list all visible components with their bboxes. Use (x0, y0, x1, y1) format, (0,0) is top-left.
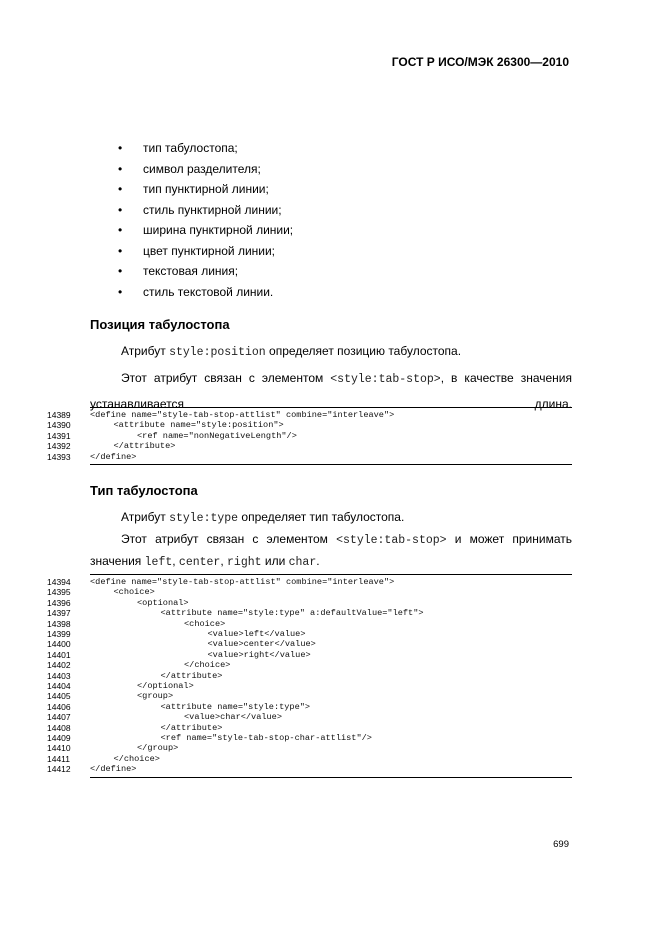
list-item (118, 159, 293, 180)
list-item-text: цвет пунктирной линии; (143, 243, 276, 258)
line-number: 14409 (47, 733, 71, 743)
code-line (0, 410, 661, 420)
inline-code: style:position (169, 346, 266, 359)
bullet-icon: • (118, 264, 123, 278)
inline-code: style:type (169, 512, 239, 525)
code-line (0, 619, 661, 629)
code-text: <attribute name="style:type" a:defaultValue="left"> (160, 608, 424, 619)
code-text: </attribute> (160, 670, 223, 681)
bullet-icon: • (118, 161, 123, 176)
line-number: 14401 (47, 649, 71, 660)
paragraph-type-values (90, 554, 572, 570)
paragraph-text: и может принимать (446, 532, 573, 546)
paragraph-text: определяет тип табулостопа. (238, 510, 405, 524)
code-text: </group> (137, 743, 179, 754)
line-number: 14407 (47, 712, 71, 723)
list-item-text: текстовая линия; (143, 264, 239, 278)
code-text: <define name="style-tab-stop-attlist" combine="interleave"> (90, 410, 395, 420)
code-line (0, 671, 661, 681)
section-heading-type: Тип табулостопа (90, 483, 198, 498)
code-text: <attribute name="style:type"> (160, 701, 311, 712)
code-text: <ref name="nonNegativeLength"/> (137, 430, 297, 441)
list-item (118, 261, 293, 282)
line-number: 14393 (47, 451, 71, 462)
code-line (0, 577, 661, 587)
paragraph-text: Этот атрибут связан с элементом (121, 532, 337, 546)
line-number: 14406 (47, 701, 71, 712)
bullet-icon: • (118, 284, 123, 299)
paragraph-type-element (90, 532, 572, 548)
inline-code: <style:tab-stop> (330, 373, 441, 386)
inline-code: <style:tab-stop> (336, 534, 447, 547)
code-text: <define name="style-tab-stop-attlist" combine="interleave"> (90, 577, 395, 587)
code-text: </define> (90, 451, 137, 462)
bullet-icon: • (118, 182, 123, 196)
paragraph-position-attribute (90, 344, 572, 360)
line-number: 14395 (47, 587, 71, 598)
code-line (0, 441, 661, 451)
section-heading-position: Позиция табулостопа (90, 317, 230, 332)
code-text: </choice> (113, 753, 160, 764)
code-line (0, 723, 661, 733)
code-line (0, 733, 661, 743)
inline-code: center (178, 556, 221, 569)
list-item-text: тип табулостопа; (143, 141, 238, 155)
paragraph-type-attribute (90, 510, 572, 526)
code-line (0, 598, 661, 608)
code-line (0, 712, 661, 722)
list-item (118, 282, 293, 303)
inline-code: char (288, 556, 317, 569)
bullet-icon: • (118, 202, 123, 217)
code-text: </optional> (137, 681, 194, 691)
code-line (0, 764, 661, 774)
code-block-bottom-rule (90, 777, 572, 778)
code-block-top-rule (90, 407, 572, 408)
bullet-icon: • (118, 223, 123, 237)
code-text: </attribute> (160, 722, 223, 733)
paragraph-text: определяет позицию табулостопа. (265, 344, 462, 358)
code-line (0, 420, 661, 430)
paragraph-text: Этот атрибут связан с элементом (121, 371, 331, 385)
code-text: <choice> (113, 587, 155, 598)
line-number: 14397 (47, 608, 71, 619)
inline-code: left (144, 556, 173, 569)
code-block-bottom-rule (90, 464, 572, 465)
code-text: <attribute name="style:position"> (113, 420, 284, 431)
line-number: 14399 (47, 629, 71, 639)
line-number: 14411 (47, 753, 71, 764)
code-block-top-rule (90, 574, 572, 575)
code-line (0, 650, 661, 660)
code-text: </choice> (184, 660, 231, 671)
line-number: 14398 (47, 618, 71, 629)
line-number: 14403 (47, 670, 71, 681)
paragraph-text: , (172, 554, 179, 568)
code-line (0, 629, 661, 639)
line-number: 14402 (47, 660, 71, 671)
list-item-text: символ разделителя; (143, 161, 261, 176)
line-number: 14391 (47, 430, 71, 441)
list-item (118, 200, 293, 221)
list-item-text: ширина пунктирной линии; (143, 223, 294, 237)
list-item-text: тип пунктирной линии; (143, 182, 269, 196)
code-text: <ref name="style-tab-stop-char-attlist"/> (160, 733, 372, 743)
code-line (0, 431, 661, 441)
line-number: 14408 (47, 722, 71, 733)
code-line (0, 452, 661, 462)
code-line (0, 691, 661, 701)
code-line (0, 639, 661, 649)
code-text: <value>char</value> (184, 712, 282, 723)
code-line (0, 743, 661, 753)
line-number: 14400 (47, 639, 71, 650)
code-line (0, 608, 661, 618)
line-number: 14405 (47, 691, 71, 702)
list-item (118, 241, 293, 262)
code-line (0, 702, 661, 712)
list-item-text: стиль пунктирной линии; (143, 202, 282, 217)
page-number: 699 (553, 839, 569, 850)
list-item (118, 179, 293, 200)
code-text: </attribute> (113, 441, 176, 452)
list-item (118, 138, 293, 159)
line-number: 14396 (47, 597, 71, 608)
line-number: 14404 (47, 681, 71, 691)
list-item-text: стиль текстовой линии. (143, 284, 274, 299)
code-text: <value>left</value> (207, 629, 306, 639)
code-text: <optional> (137, 597, 189, 608)
document-header: ГОСТ Р ИСО/МЭК 26300—2010 (391, 55, 569, 69)
paragraph-position-element (90, 366, 572, 416)
line-number: 14390 (47, 420, 71, 431)
inline-code: right (227, 556, 262, 569)
code-line (0, 681, 661, 691)
line-number: 14412 (47, 764, 71, 775)
code-line (0, 660, 661, 670)
code-line (0, 587, 661, 597)
code-text: <value>right</value> (207, 649, 311, 660)
code-text: <value>center</value> (207, 639, 316, 650)
paragraph-text: . (316, 554, 320, 568)
line-number: 14389 (47, 410, 71, 420)
code-line (0, 754, 661, 764)
bullet-icon: • (118, 141, 123, 155)
code-text: <group> (137, 691, 174, 702)
line-number: 14394 (47, 577, 71, 587)
line-number: 14410 (47, 743, 71, 754)
paragraph-text: значения (90, 554, 145, 568)
paragraph-text: Атрибут (121, 510, 170, 524)
paragraph-text: Атрибут (121, 344, 170, 358)
paragraph-text: или (261, 554, 289, 568)
bullet-list (118, 138, 293, 302)
paragraph-text: , в качестве значения устанавливается длина. (90, 371, 572, 411)
line-number: 14392 (47, 441, 71, 452)
code-text: <choice> (184, 618, 226, 629)
code-text: </define> (90, 764, 137, 775)
bullet-icon: • (118, 243, 123, 258)
list-item (118, 220, 293, 241)
paragraph-text: , (220, 554, 228, 568)
